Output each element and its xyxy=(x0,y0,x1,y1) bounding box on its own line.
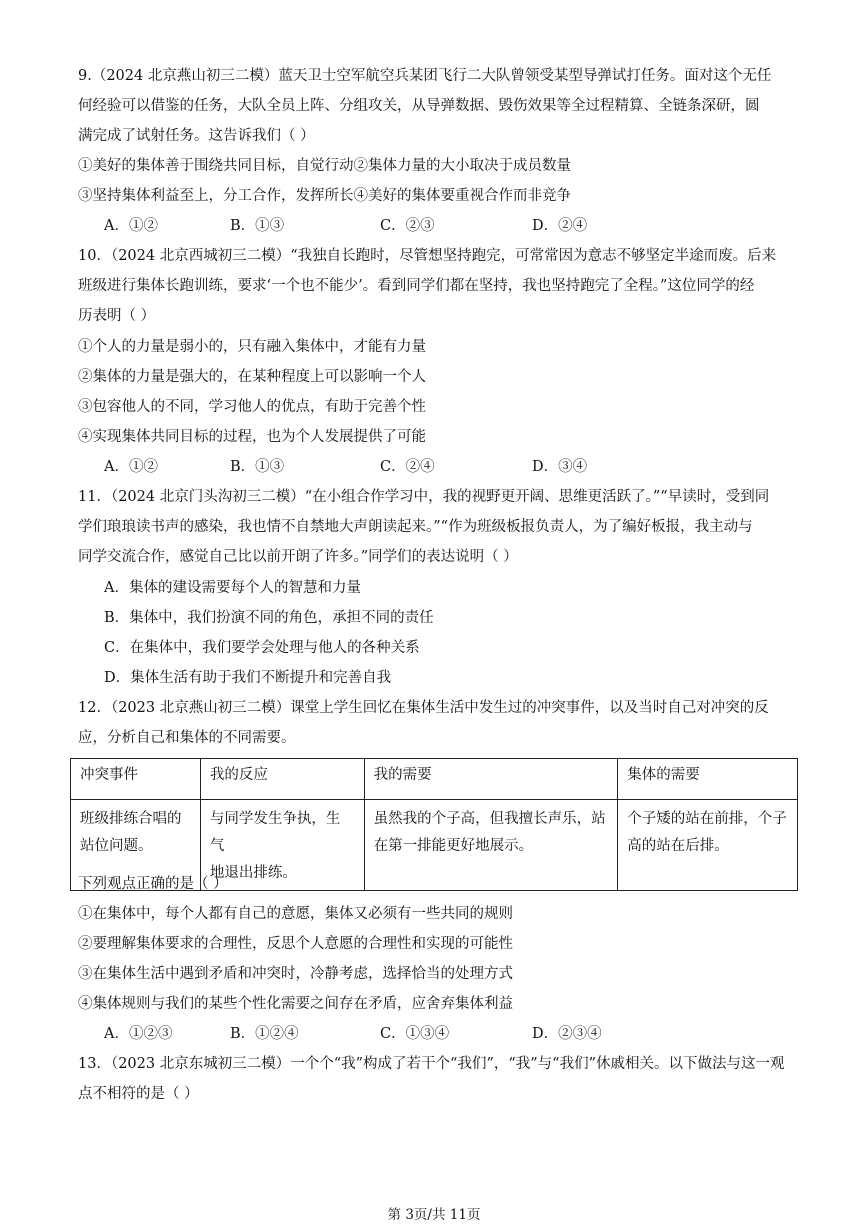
q12-option-a[interactable]: A．①②③ xyxy=(104,1026,173,1042)
q12-options xyxy=(104,1024,804,1044)
q10-stem-line-2: 班级进行集体长跑训练，要求‘一个也不能少’。看到同学们都在坚持，我也坚持跑完了全程。”这位同学的经 xyxy=(78,278,755,294)
cell-line: 在第一排能更好地展示。 xyxy=(373,838,534,854)
table-header-cell: 冲突事件 xyxy=(71,759,201,800)
q10-stem-line-1: 10．（2024 北京西城初三二模）“我独自长跑时，尽管想坚持跑完，可常常因为意志不够坚定半途而废。后来 xyxy=(78,248,777,264)
q12-prompt: 下列观点正确的是（ ） xyxy=(78,876,228,892)
q10-statement-4: ④实现集体共同目标的过程，也为个人发展提供了可能 xyxy=(78,429,426,445)
cell-line: 班级排练合唱的 xyxy=(80,811,182,827)
cell-line: 高的站在后排。 xyxy=(627,838,729,854)
q9-statement-2: ③坚持集体利益至上，分工合作，发挥所长④美好的集体要重视合作而非竞争 xyxy=(78,188,571,204)
q11-stem-line-1: 11．（2024 北京门头沟初三二模）“在小组合作学习中，我的视野更开阔、思维更活跃了。”“早读时，受到同 xyxy=(78,489,770,505)
q13-stem-line-2: 点不相符的是（ ） xyxy=(78,1086,199,1102)
cell-line: 与同学发生争执，生气 xyxy=(209,811,341,854)
cell-line: 地退出排练。 xyxy=(209,865,297,881)
cell-line: 站位问题。 xyxy=(80,838,153,854)
q9-stem-line-3: 满完成了试射任务。这告诉我们（ ） xyxy=(78,128,315,144)
cell-line: 个子矮的站在前排，个子 xyxy=(627,811,787,827)
q11-stem-line-2: 学们琅琅读书声的感染，我也情不自禁地大声朗读起来。”“作为班级板报负责人，为了编好板报，我主动与 xyxy=(78,519,753,535)
q10-statement-1: ①个人的力量是弱小的，只有融入集体中，才能有力量 xyxy=(78,339,426,355)
q12-statement-3: ③在集体生活中遇到矛盾和冲突时，冷静考虑，选择恰当的处理方式 xyxy=(78,966,513,982)
q10-option-a[interactable]: A．①② xyxy=(104,459,158,475)
q12-statement-4: ④集体规则与我们的某些个性化需要之间存在矛盾，应舍弃集体利益 xyxy=(78,996,513,1012)
q9-stem-line-2: 何经验可以借鉴的任务，大队全员上阵、分组攻关，从导弹数据、毁伤效果等全过程精算、全链条深研，圆 xyxy=(78,98,760,114)
q11-choice-c[interactable]: C．在集体中，我们要学会处理与他人的各种关系 xyxy=(104,640,420,656)
q11-choice-b[interactable]: B．集体中，我们扮演不同的角色，承担不同的责任 xyxy=(104,610,434,626)
q10-options xyxy=(104,457,804,477)
q10-statement-2: ②集体的力量是强大的，在某种程度上可以影响一个人 xyxy=(78,369,426,385)
q12-option-c[interactable]: C．①③④ xyxy=(380,1026,450,1042)
q10-option-c[interactable]: C．②④ xyxy=(380,459,435,475)
q11-choice-d[interactable]: D．集体生活有助于我们不断提升和完善自我 xyxy=(104,670,392,686)
page-footer: 第 3页/共 11页 xyxy=(387,1207,481,1223)
q10-statement-3: ③包容他人的不同，学习他人的优点，有助于完善个性 xyxy=(78,399,426,415)
q11-choice-a[interactable]: A．集体的建设需要每个人的智慧和力量 xyxy=(104,580,361,596)
q9-option-d[interactable]: D．②④ xyxy=(532,218,588,234)
table-header-cell: 集体的需要 xyxy=(618,759,798,800)
q9-option-a[interactable]: A．①② xyxy=(104,218,158,234)
q9-statement-1: ①美好的集体善于围绕共同目标，自觉行动②集体力量的大小取决于成员数量 xyxy=(78,158,571,174)
conflict-table xyxy=(70,758,798,891)
q11-stem-line-3: 同学交流合作，感觉自己比以前开朗了许多。”同学们的表达说明（ ） xyxy=(78,549,518,565)
q10-option-d[interactable]: D．③④ xyxy=(532,459,588,475)
cell-line: 虽然我的个子高，但我擅长声乐，站 xyxy=(373,811,606,827)
q12-option-d[interactable]: D．②③④ xyxy=(532,1026,602,1042)
table-header-row xyxy=(71,759,798,800)
q9-stem-line-1: 9.（2024 北京燕山初三二模）蓝天卫士空军航空兵某团飞行二大队曾领受某型导弹试打任务。面对这个无任 xyxy=(78,68,772,84)
q10-stem-line-3: 历表明（ ） xyxy=(78,308,156,324)
q10-option-b[interactable]: B．①③ xyxy=(230,459,285,475)
q13-stem-line-1: 13．（2023 北京东城初三二模）一个个“我”构成了若干个“我们”，“我”与“我们”休戚相关。以下做法与这一观 xyxy=(78,1056,785,1072)
q12-option-b[interactable]: B．①②④ xyxy=(230,1026,299,1042)
table-header-cell: 我的需要 xyxy=(364,759,618,800)
q9-option-b[interactable]: B．①③ xyxy=(230,218,285,234)
table-header-cell: 我的反应 xyxy=(200,759,364,800)
q9-option-c[interactable]: C．②③ xyxy=(380,218,435,234)
q12-stem-line-1: 12．（2023 北京燕山初三二模）课堂上学生回忆在集体生活中发生过的冲突事件，以及当时自己对冲突的反 xyxy=(78,700,769,716)
q12-statement-1: ①在集体中，每个人都有自己的意愿，集体又必须有一些共同的规则 xyxy=(78,906,513,922)
q9-options xyxy=(104,216,804,236)
q12-statement-2: ②要理解集体要求的合理性，反思个人意愿的合理性和实现的可能性 xyxy=(78,936,513,952)
q12-stem-line-2: 应，分析自己和集体的不同需要。 xyxy=(78,730,296,746)
